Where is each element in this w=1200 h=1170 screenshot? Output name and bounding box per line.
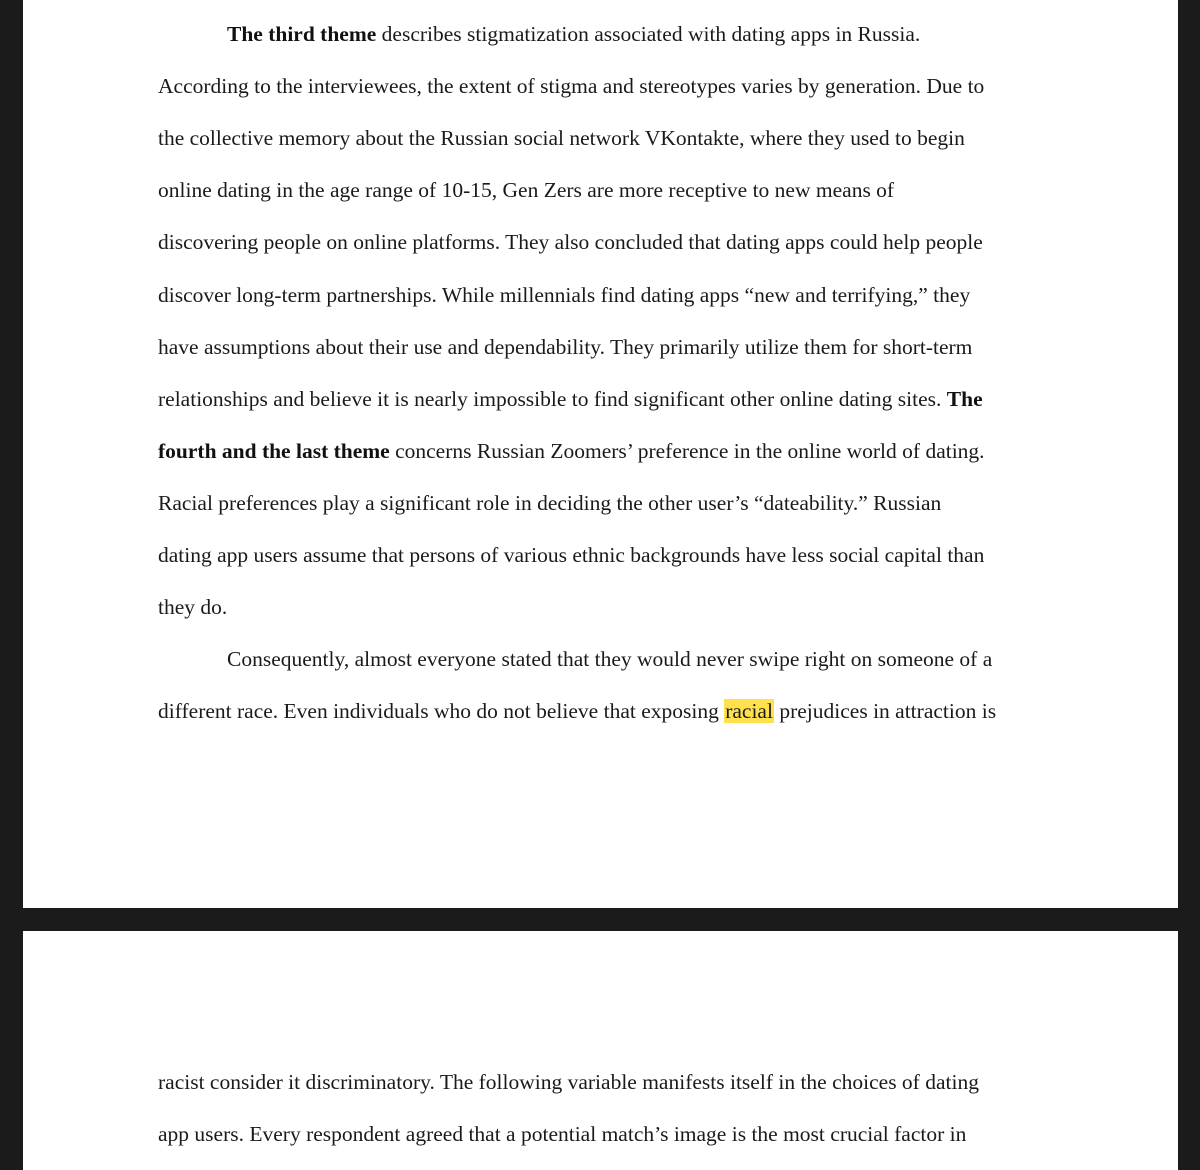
text-line: relationships and believe it is nearly impossible to find significant other online dating sites. The: [158, 387, 983, 411]
text-line: online dating in the age range of 10-15, Gen Zers are more receptive to new means of: [158, 178, 895, 202]
text-line: the collective memory about the Russian social network VKontakte, where they used to begin: [158, 126, 965, 150]
document-page-1: [23, 0, 1178, 908]
text-line: Consequently, almost everyone stated that they would never swipe right on someone of a: [227, 647, 993, 671]
text-line: different race. Even individuals who do not believe that exposing racial prejudices in attraction is: [158, 699, 997, 723]
text-line: racist consider it discriminatory. The following variable manifests itself in the choices of dating: [158, 1070, 979, 1094]
text-line: app users. Every respondent agreed that a potential match’s image is the most crucial factor in: [158, 1122, 967, 1146]
bold-heading-third-theme: The third theme: [227, 22, 377, 46]
bold-heading-fourth-theme-start: The: [946, 387, 983, 411]
text-line: According to the interviewees, the extent of stigma and stereotypes varies by generation. Due to: [158, 74, 985, 98]
text-line: discovering people on online platforms. They also concluded that dating apps could help people: [158, 230, 983, 254]
text-line: dating app users assume that persons of various ethnic backgrounds have less social capital than: [158, 543, 985, 567]
search-highlight[interactable]: racial: [725, 699, 773, 723]
bold-heading-fourth-theme: fourth and the last theme: [158, 439, 390, 463]
text-line: have assumptions about their use and dependability. They primarily utilize them for short-term: [158, 335, 973, 359]
text-line: they do.: [158, 595, 228, 619]
text-line: The third theme describes stigmatization associated with dating apps in Russia.: [227, 22, 921, 46]
document-page-2: [23, 931, 1178, 1170]
text-line: Racial preferences play a significant role in deciding the other user’s “dateability.” Russian: [158, 491, 942, 515]
text-line: discover long-term partnerships. While millennials find dating apps “new and terrifying,” they: [158, 283, 971, 307]
text-line: fourth and the last theme concerns Russian Zoomers’ preference in the online world of dating.: [158, 439, 985, 463]
